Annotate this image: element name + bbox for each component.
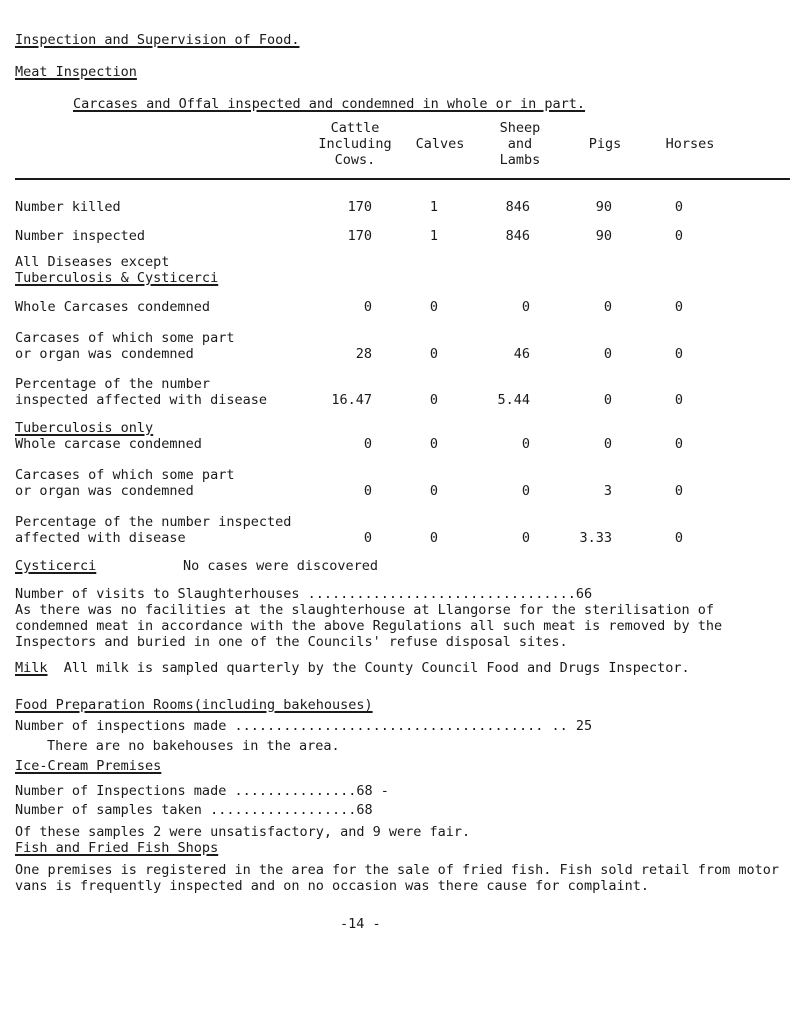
cell-sheep: 5.44: [497, 392, 530, 408]
cell-cattle: 28: [355, 346, 372, 362]
row-label-whole-condemned: Whole Carcases condemned: [15, 299, 211, 315]
page-title: Inspection and Supervision of Food.: [15, 32, 300, 48]
cell-sheep: 0: [521, 530, 530, 546]
visits-line: [15, 586, 592, 602]
cell-pigs: 90: [595, 199, 612, 215]
cell-calves: 1: [429, 199, 438, 215]
cell-pigs: 0: [603, 392, 612, 408]
column-header-pigs: [575, 136, 635, 152]
cell-calves: 0: [429, 530, 438, 546]
row-label-part-condemned: Carcases of which some part: [15, 467, 235, 483]
column-header-line: Including: [318, 136, 392, 152]
fish-paragraph: One premises is registered in the area for the sale of fried fish. Fish sold retail from motor vans is frequently inspected and on no occasion was there cause for complaint.: [15, 862, 780, 894]
header-divider: [15, 178, 790, 180]
sterilisation-paragraph: As there was no facilities at the slaughterhouse at Llangorse for the sterilisation of condemned meat in accordance with the above Regulations all such meat is removed by the Inspectors and buried in one of the Councils' refuse disposal sites.: [15, 602, 723, 650]
cell-calves: 0: [429, 436, 438, 452]
milk-label: Milk: [15, 660, 48, 676]
visits-label: Number of visits to Slaughterhouses: [15, 586, 300, 602]
ice-cream-inspections-dots: ...............: [234, 783, 357, 799]
visits-value: 66: [575, 586, 593, 602]
cell-horses: 0: [674, 346, 683, 362]
cysticerci-label: Cysticerci: [15, 558, 97, 574]
column-header-line: Lambs: [499, 152, 541, 168]
cell-horses: 0: [674, 228, 683, 244]
food-prep-inspections-value: 25: [575, 718, 593, 734]
section-label-tb-cysticerci: Tuberculosis & Cysticerci: [15, 270, 219, 286]
meat-inspection-heading: Meat Inspection: [15, 64, 137, 80]
row-label-part-condemned: Carcases of which some part: [15, 330, 235, 346]
ice-cream-samples-dots: ..................: [210, 802, 357, 818]
row-label-percentage: Percentage of the number inspected: [15, 514, 292, 530]
food-prep-inspections-line: [15, 718, 592, 734]
cell-calves: 0: [429, 299, 438, 315]
ice-cream-inspections-label: Number of Inspections made: [15, 783, 227, 799]
column-header-line: and: [507, 136, 533, 152]
column-header-line: Calves: [415, 136, 465, 152]
row-label-part-condemned-2: or organ was condemned: [15, 346, 194, 362]
ice-cream-samples-line: [15, 802, 373, 818]
column-header-line: Pigs: [588, 136, 622, 152]
cell-pigs: 0: [603, 346, 612, 362]
row-label-percentage-2: inspected affected with disease: [15, 392, 267, 408]
ice-cream-samples-label: Number of samples taken: [15, 802, 202, 818]
cell-cattle: 16.47: [331, 392, 372, 408]
food-prep-inspections-label: Number of inspections made: [15, 718, 227, 734]
column-header-sheep: [475, 120, 565, 168]
cell-sheep: 846: [505, 228, 530, 244]
cysticerci-text: No cases were discovered: [183, 558, 379, 574]
cell-cattle: 0: [363, 299, 372, 315]
ice-cream-samples-value: 68: [356, 802, 373, 818]
cell-horses: 0: [674, 483, 683, 499]
cell-cattle: 0: [363, 530, 372, 546]
column-header-line: Horses: [665, 136, 715, 152]
row-label-part-condemned-2: or organ was condemned: [15, 483, 194, 499]
row-label-whole-condemned: Whole carcase condemned: [15, 436, 202, 452]
milk-text: All milk is sampled quarterly by the County Council Food and Drugs Inspector.: [63, 660, 690, 676]
ice-cream-heading: Ice-Cream Premises: [15, 758, 162, 774]
column-header-calves: [400, 136, 480, 152]
cell-cattle: 170: [347, 228, 372, 244]
cell-cattle: 170: [347, 199, 372, 215]
column-header-line: Cattle: [330, 120, 380, 136]
cell-sheep: 846: [505, 199, 530, 215]
food-prep-dots: ...................................... ..: [234, 718, 568, 734]
section-label-all-diseases: All Diseases except: [15, 254, 170, 270]
cell-pigs: 0: [603, 436, 612, 452]
cell-horses: 0: [674, 392, 683, 408]
row-label-number-inspected: Number inspected: [15, 228, 146, 244]
visits-dots: .................................: [307, 586, 576, 602]
cell-pigs: 0: [603, 299, 612, 315]
cell-cattle: 0: [363, 483, 372, 499]
ice-cream-result: Of these samples 2 were unsatisfactory, and 9 were fair.: [15, 824, 471, 840]
ice-cream-inspections-line: [15, 783, 389, 799]
cell-pigs: 3.33: [579, 530, 612, 546]
bakehouses-text: There are no bakehouses in the area.: [47, 738, 340, 754]
milk-line: [15, 660, 690, 676]
row-label-percentage-2: affected with disease: [15, 530, 186, 546]
food-prep-heading: Food Preparation Rooms(including bakehouses): [15, 697, 373, 713]
cell-calves: 0: [429, 483, 438, 499]
cell-cattle: 0: [363, 436, 372, 452]
cell-pigs: 3: [603, 483, 612, 499]
cell-sheep: 0: [521, 299, 530, 315]
cell-horses: 0: [674, 436, 683, 452]
carcases-heading: Carcases and Offal inspected and condemned in whole or in part.: [73, 96, 586, 112]
cell-sheep: 46: [513, 346, 530, 362]
fish-heading: Fish and Fried Fish Shops: [15, 840, 219, 856]
cell-calves: 1: [429, 228, 438, 244]
ice-cream-inspections-value: 68 -: [356, 783, 389, 799]
cell-sheep: 0: [521, 483, 530, 499]
cell-horses: 0: [674, 530, 683, 546]
column-header-line: Sheep: [499, 120, 541, 136]
column-header-cattle: [305, 120, 405, 168]
cell-pigs: 90: [595, 228, 612, 244]
cell-horses: 0: [674, 299, 683, 315]
page-number: -14 -: [340, 916, 381, 932]
cell-horses: 0: [674, 199, 683, 215]
column-header-horses: [650, 136, 730, 152]
cell-calves: 0: [429, 392, 438, 408]
column-header-line: Cows.: [334, 152, 376, 168]
section-label-tb-only: Tuberculosis only: [15, 420, 154, 436]
row-label-number-killed: Number killed: [15, 199, 121, 215]
row-label-percentage: Percentage of the number: [15, 376, 211, 392]
cell-calves: 0: [429, 346, 438, 362]
cell-sheep: 0: [521, 436, 530, 452]
